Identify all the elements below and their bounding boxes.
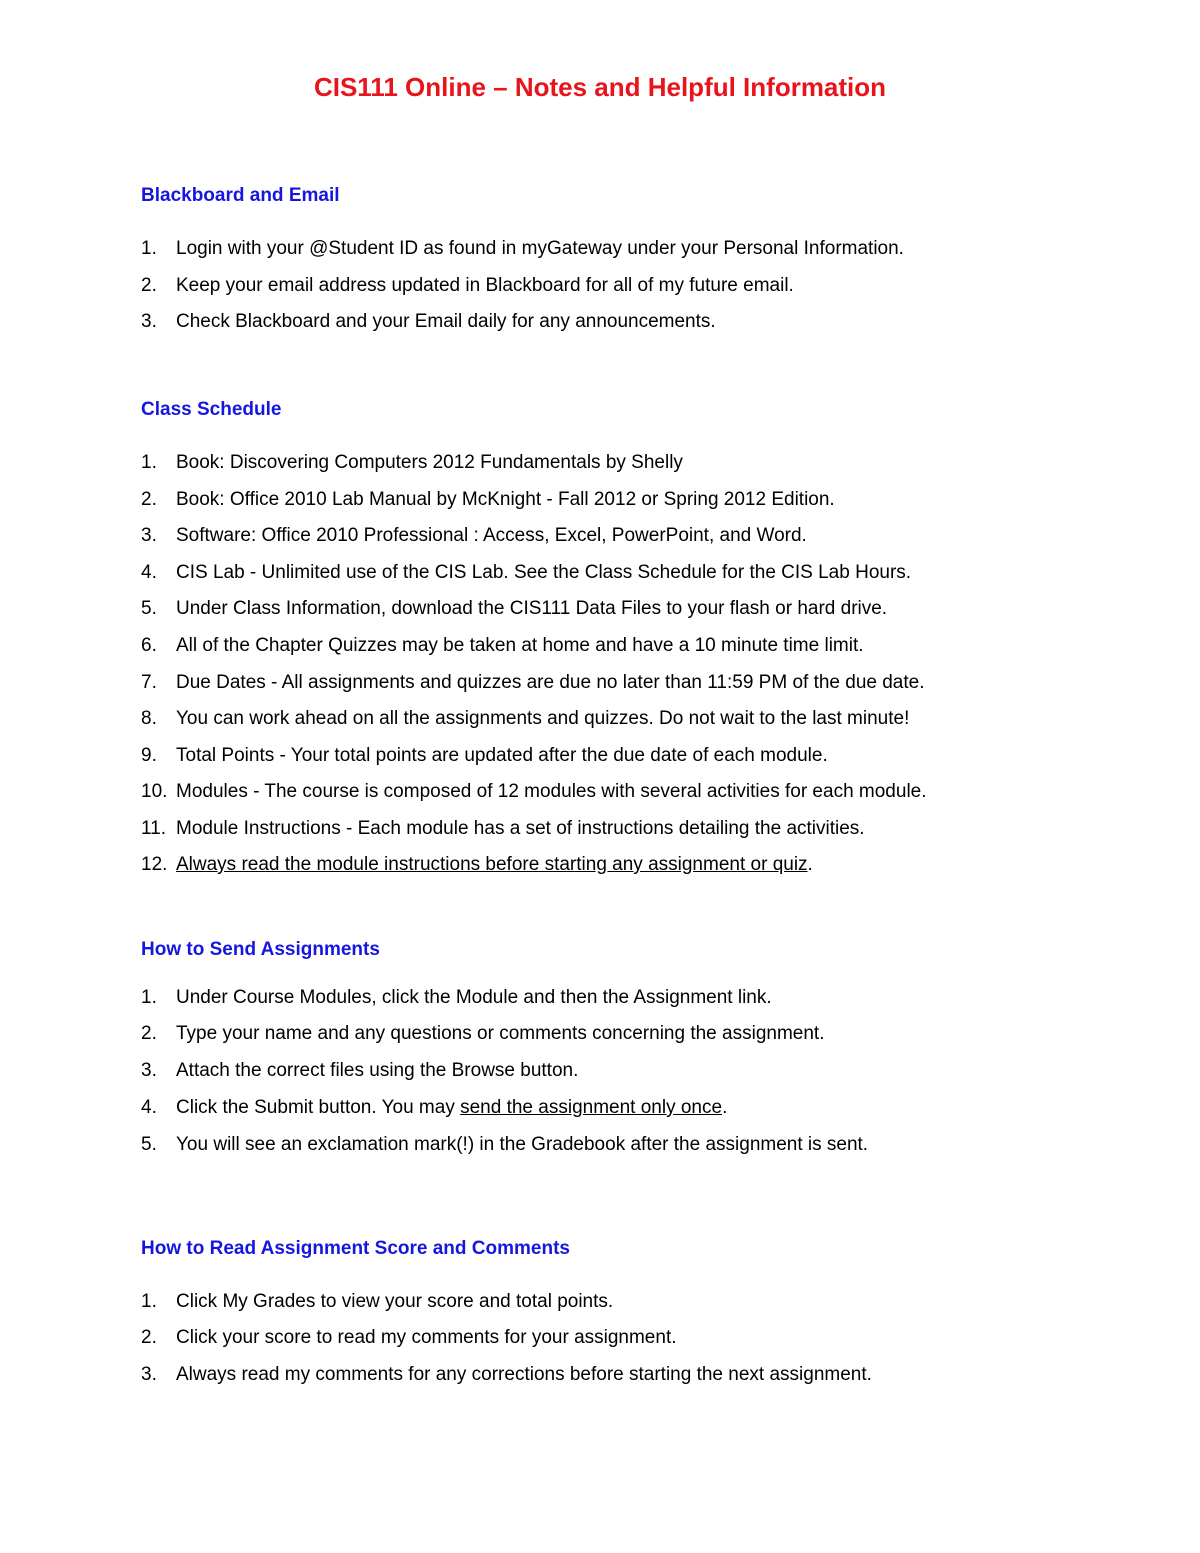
list-number: 2. — [141, 1023, 157, 1044]
list-number: 2. — [141, 275, 157, 296]
list-item — [141, 274, 794, 298]
list-item — [141, 780, 927, 804]
section-heading-read: How to Read Assignment Score and Comments — [141, 1238, 570, 1259]
list-text: Click My Grades to view your score and total points. — [176, 1291, 614, 1312]
list-text: Always read my comments for any corrections before starting the next assignment. — [176, 1364, 872, 1385]
list-number: 10. — [141, 781, 168, 802]
list-item — [141, 561, 911, 585]
list-number: 7. — [141, 672, 157, 693]
list-item — [141, 310, 716, 334]
list-item — [141, 1290, 613, 1314]
list-text-underlined: send the assignment only once — [460, 1097, 723, 1118]
list-text-suffix: . — [722, 1097, 728, 1118]
list-number: 4. — [141, 562, 157, 583]
list-number: 5. — [141, 1134, 157, 1155]
list-item — [141, 1363, 872, 1387]
list-text: CIS Lab - Unlimited use of the CIS Lab. See the Class Schedule for the CIS Lab Hours. — [176, 562, 912, 583]
list-item — [141, 986, 772, 1010]
list-number: 6. — [141, 635, 157, 656]
list-number: 9. — [141, 745, 157, 766]
list-text: You will see an exclamation mark(!) in the Gradebook after the assignment is sent. — [176, 1134, 869, 1155]
section-heading-send: How to Send Assignments — [141, 939, 380, 960]
list-text: Under Class Information, download the CIS111 Data Files to your flash or hard drive. — [176, 598, 888, 619]
list-text: Book: Discovering Computers 2012 Fundamentals by Shelly — [176, 452, 683, 473]
list-number: 8. — [141, 708, 157, 729]
list-number: 2. — [141, 1327, 157, 1348]
list-item — [141, 1326, 677, 1350]
list-text: Keep your email address updated in Blackboard for all of my future email. — [176, 275, 794, 296]
list-number: 1. — [141, 452, 157, 473]
list-text: Total Points - Your total points are updated after the due date of each module. — [176, 745, 828, 766]
list-number: 3. — [141, 1060, 157, 1081]
list-number: 3. — [141, 525, 157, 546]
list-text: Attach the correct files using the Browse button. — [176, 1060, 579, 1081]
list-item — [141, 707, 909, 731]
page-title: CIS111 Online – Notes and Helpful Information — [313, 72, 887, 102]
list-item — [141, 1022, 824, 1046]
list-text: Login with your @Student ID as found in myGateway under your Personal Information. — [176, 238, 904, 259]
section-heading-schedule: Class Schedule — [141, 399, 282, 420]
section-heading-blackboard: Blackboard and Email — [141, 185, 340, 206]
list-number: 2. — [141, 489, 157, 510]
list-text: Due Dates - All assignments and quizzes are due no later than 11:59 PM of the due date. — [176, 672, 925, 693]
list-item — [141, 853, 813, 877]
list-item — [141, 744, 828, 768]
list-number: 1. — [141, 238, 157, 259]
list-item — [141, 488, 835, 512]
list-item — [141, 817, 865, 841]
list-item — [141, 1096, 727, 1120]
list-text: Software: Office 2010 Professional : Access, Excel, PowerPoint, and Word. — [176, 525, 807, 546]
list-item — [141, 451, 683, 475]
list-text: Type your name and any questions or comments concerning the assignment. — [176, 1023, 825, 1044]
list-number: 3. — [141, 1364, 157, 1385]
list-number: 1. — [141, 1291, 157, 1312]
list-number: 11. — [141, 818, 167, 839]
list-item — [141, 524, 807, 548]
list-text: Module Instructions - Each module has a set of instructions detailing the activities. — [176, 818, 865, 839]
list-item — [141, 1133, 868, 1157]
list-number: 12. — [141, 854, 168, 875]
list-text: All of the Chapter Quizzes may be taken at home and have a 10 minute time limit. — [176, 635, 864, 656]
list-number: 4. — [141, 1097, 157, 1118]
list-text: Modules - The course is composed of 12 modules with several activities for each module. — [176, 781, 927, 802]
list-text-suffix: . — [807, 854, 813, 875]
list-number: 3. — [141, 311, 157, 332]
list-text-underlined: Always read the module instructions before starting any assignment or quiz — [176, 854, 808, 875]
list-text: Click your score to read my comments for your assignment. — [176, 1327, 677, 1348]
list-text: Click the Submit button. You may — [176, 1097, 461, 1118]
list-text: Book: Office 2010 Lab Manual by McKnight - Fall 2012 or Spring 2012 Edition. — [176, 489, 835, 510]
list-item — [141, 597, 887, 621]
list-item — [141, 671, 925, 695]
list-number: 5. — [141, 598, 157, 619]
list-item — [141, 237, 904, 261]
list-item — [141, 1059, 578, 1083]
list-number: 1. — [141, 987, 157, 1008]
list-text: Under Course Modules, click the Module and then the Assignment link. — [176, 987, 772, 1008]
list-item — [141, 634, 864, 658]
list-text: You can work ahead on all the assignments and quizzes. Do not wait to the last minute! — [176, 708, 910, 729]
list-text: Check Blackboard and your Email daily for any announcements. — [176, 311, 716, 332]
